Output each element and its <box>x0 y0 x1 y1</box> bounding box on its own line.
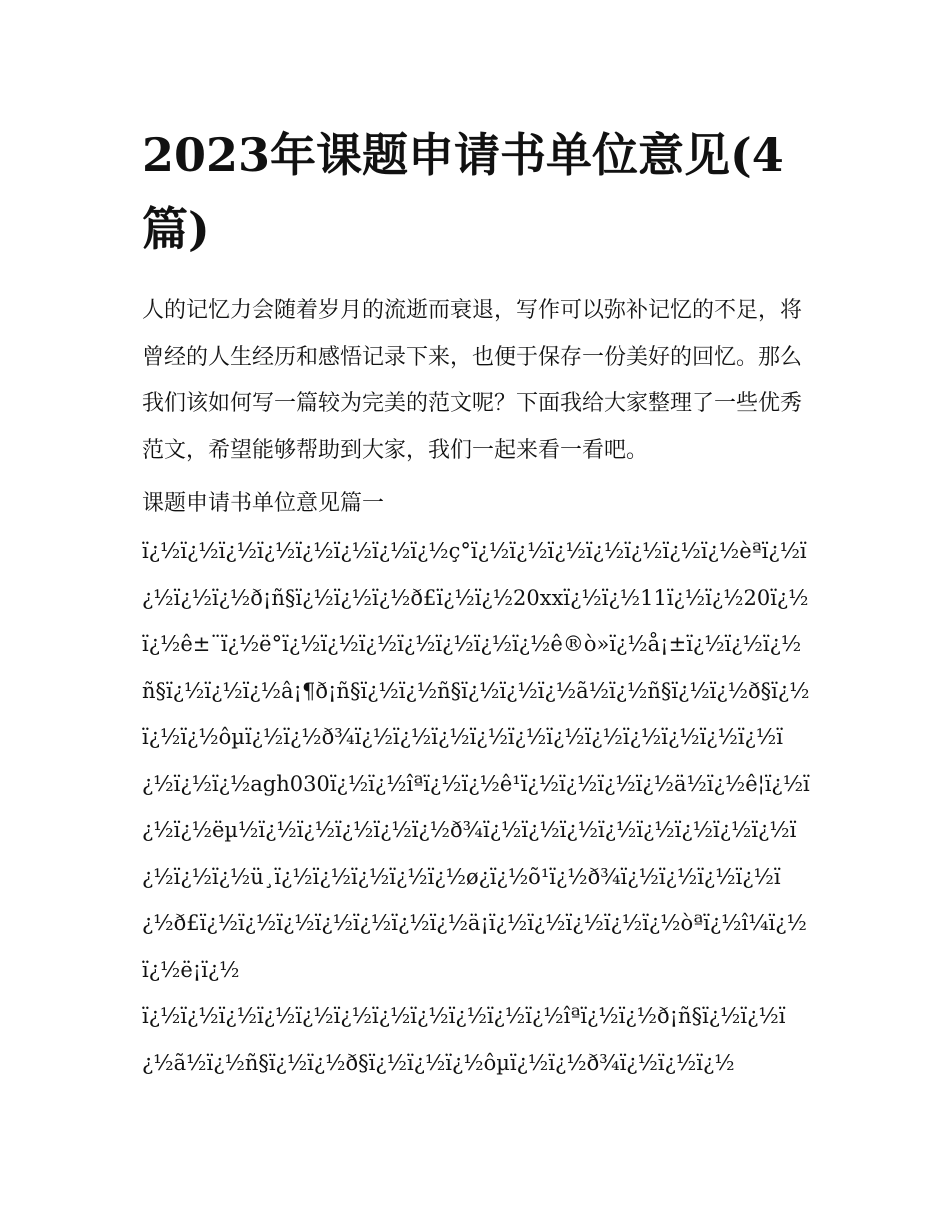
document-title: 2023年课题申请书单位意见(4篇) <box>142 128 784 256</box>
section-heading: 课题申请书单位意见篇一 <box>142 491 385 516</box>
body-paragraph: ï¿½ï¿½ï¿½ï¿½ï¿½ï¿½ï¿½ï¿½ï¿½ï¿½ï¿½îªï¿½ï¿½ð¡ñ§ï¿½ï¿½ï¿½ã½ï¿½ñ§ï¿½ï¿½ð§ï¿½ï¿½ï¿½ôµï¿½ï¿½ð¾ï¿½ï¿½ï¿½ <box>142 1004 786 1075</box>
document-page <box>142 118 814 1086</box>
intro-paragraph: 人的记忆力会随着岁月的流逝而衰退，写作可以弥补记忆的不足，将曾经的人生经历和感悟记录下来，也便于保存一份美好的回忆。那么我们该如何写一篇较为完美的范文呢？下面我给大家整理了一些优秀范文，希望能够帮助到大家，我们一起来看一看吧。 <box>142 298 803 463</box>
body-paragraph: ï¿½ï¿½ï¿½ï¿½ï¿½ï¿½ï¿½ï¿½ç°ï¿½ï¿½ï¿½ï¿½ï¿½ï¿½ï¿½èªï¿½ï¿½ï¿½ï¿½ð¡ñ§ï¿½ï¿½ï¿½ð£ï¿½ï¿½20xxï¿½ï¿½11ï¿½ï¿½20ï¿½ï¿½ê±¨ï¿½ë°ï¿½ï¿½ï¿½ï¿½ï¿½ï¿½ï¿½ê®ò»ï¿½å¡±ï¿½ï¿½ï¿½ñ§ï¿½ï¿½ï¿½â¡¶ð¡ñ§ï¿½ï¿½ñ§ï¿½ï¿½ï¿½ã½ï¿½ñ§ï¿½ï¿½ð§ï¿½ï¿½ï¿½ôµï¿½ï¿½ð¾ï¿½ï¿½ï¿½ï¿½ï¿½ï¿½ï¿½ï¿½ï¿½ï¿½ï¿½ï¿½ï¿½ï¿½agh030ï¿½ï¿½îªï¿½ï¿½ê¹ï¿½ï¿½ï¿½ï¿½ä½ï¿½ê¦ï¿½ï¿½ï¿½ëµ½ï¿½ï¿½ï¿½ï¿½ï¿½ð¾ï¿½ï¿½ï¿½ï¿½ï¿½ï¿½ï¿½ï¿½ï¿½ï¿½ï¿½ü¸ï¿½ï¿½ï¿½ï¿½ï¿½ø¿ï¿½õ¹ï¿½ð¾ï¿½ï¿½ï¿½ï¿½ï¿½ð£ï¿½ï¿½ï¿½ï¿½ï¿½ï¿½ï¿½ä¡ï¿½ï¿½ï¿½ï¿½ï¿½òªï¿½î¼ï¿½ï¿½ë¡ï¿½ <box>142 539 810 982</box>
